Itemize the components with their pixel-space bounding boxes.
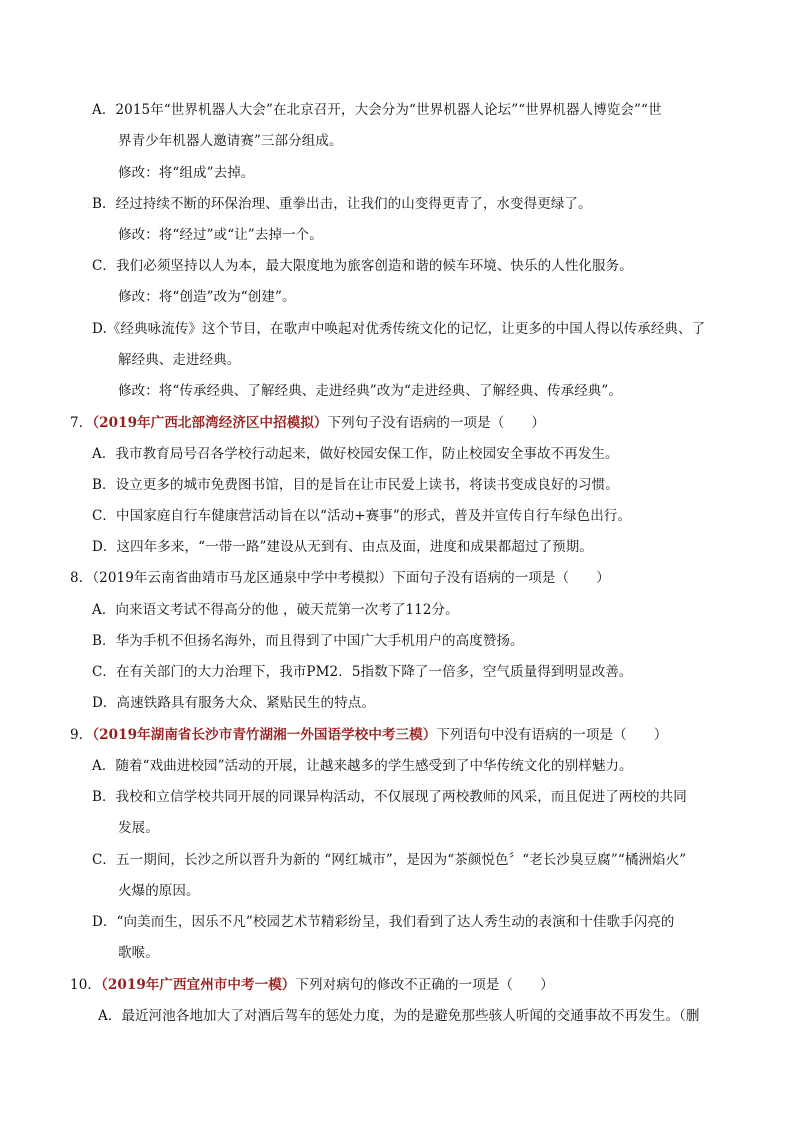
option-d: D．高速铁路具有服务大众、紧贴民生的特点。: [92, 695, 375, 711]
option-c: C．五一期间，长沙之所以晋升为新的 “网红城市”，是因为“茶颜悦色〞“老长沙臭豆腐”“橘洲焰火”: [92, 852, 687, 868]
option-a: A．我市教育局号召各学校行动起来，做好校园安保工作，防止校园安全事故不再发生。: [92, 446, 619, 462]
question-number: 7．: [70, 415, 93, 431]
question-header: [70, 569, 610, 587]
option-text: C．我们必须坚持以人为本，最大限度地为旅客创造和谐的候车环境、快乐的人性化服务。: [92, 258, 633, 274]
question-source: （2019年云南省曲靖市马龙区通泉中学中考模拟）: [92, 570, 393, 586]
option-text: 解经典、走进经典。: [118, 352, 241, 368]
revision-note: 修改：将“传承经典、了解经典、走进经典”改为“走进经典、了解经典、传承经典”。: [118, 383, 623, 399]
question-source: （2019年广西北部湾经济区中招模拟）: [92, 415, 328, 431]
option-text: D.《经典咏流传》这个节目，在歌声中唤起对优秀传统文化的记忆，让更多的中国人得以传承经典、了: [92, 321, 706, 337]
question-source: （2019年湖南省长沙市青竹湖湘一外国语学校中考三模）: [92, 727, 437, 743]
option-b: B．设立更多的城市免费图书馆，目的是旨在让市民爱上读书，将读书变成良好的习惯。: [92, 477, 619, 493]
option-b: B．我校和立信学校共同开展的同课异构活动，不仅展现了两校教师的风采，而且促进了两校的共同: [92, 789, 687, 805]
question-source: （2019年广西宜州市中考一模）: [100, 977, 296, 993]
question-stem: 下列句子没有语病的一项是（ ）: [327, 415, 546, 431]
question-number: 8．: [70, 570, 93, 586]
option-c-cont: 火爆的原因。: [118, 883, 200, 899]
question-header: [70, 726, 668, 744]
question-header: [70, 414, 545, 432]
option-c: C．中国家庭自行车健康营活动旨在以“活动+赛事”的形式，普及并宣传自行车绿色出行。: [92, 508, 632, 524]
option-c: C．在有关部门的大力治理下，我市PM2．5指数下降了一倍多，空气质量得到明显改善。: [92, 664, 633, 680]
question-stem: 下面句子没有语病的一项是（ ）: [392, 570, 610, 586]
question-number: 10．: [70, 977, 101, 993]
question-stem: 下列语句中没有语病的一项是（ ）: [436, 727, 668, 743]
option-a: A．随着“戏曲进校园”活动的开展，让越来越多的学生感受到了中华传统文化的别样魅力。: [92, 758, 633, 774]
option-b: B．华为手机不但扬名海外，而且得到了中国广大手机用户的高度赞扬。: [92, 633, 524, 649]
question-number: 9．: [70, 727, 93, 743]
option-text: 界青少年机器人邀请赛”三部分组成。: [118, 133, 343, 149]
option-d: D．这四年多来，“一带一路”建设从无到有、由点及面，进度和成果都超过了预期。: [92, 539, 593, 555]
revision-note: 修改：将“组成”去掉。: [118, 165, 255, 181]
option-text: A．2015年“世界机器人大会”在北京召开，大会分为“世界机器人论坛”“世界机器人博览会”“世: [92, 102, 662, 118]
option-b-cont: 发展。: [118, 820, 159, 836]
option-d-cont: 歌喉。: [118, 945, 159, 961]
question-stem: 下列对病句的修改不正确的一项是（ ）: [295, 977, 554, 993]
option-a: A．最近河池各地加大了对酒后驾车的惩处力度，为的是避免那些骇人听闻的交通事故不再发生。（删: [98, 1008, 700, 1024]
question-header: [70, 976, 554, 994]
option-a: A．向来语文考试不得高分的他 ，破天荒第一次考了112分。: [92, 602, 459, 618]
option-d: D．“向美而生，因乐不凡”校园艺术节精彩纷呈，我们看到了达人秀生动的表演和十佳歌手闪亮的: [92, 914, 675, 930]
option-text: B．经过持续不断的环保治理、重拳出击，让我们的山变得更青了，水变得更绿了。: [92, 196, 592, 212]
revision-note: 修改：将“经过”或“让”去掉一个。: [118, 227, 323, 243]
revision-note: 修改：将“创造”改为“创建”。: [118, 289, 296, 305]
